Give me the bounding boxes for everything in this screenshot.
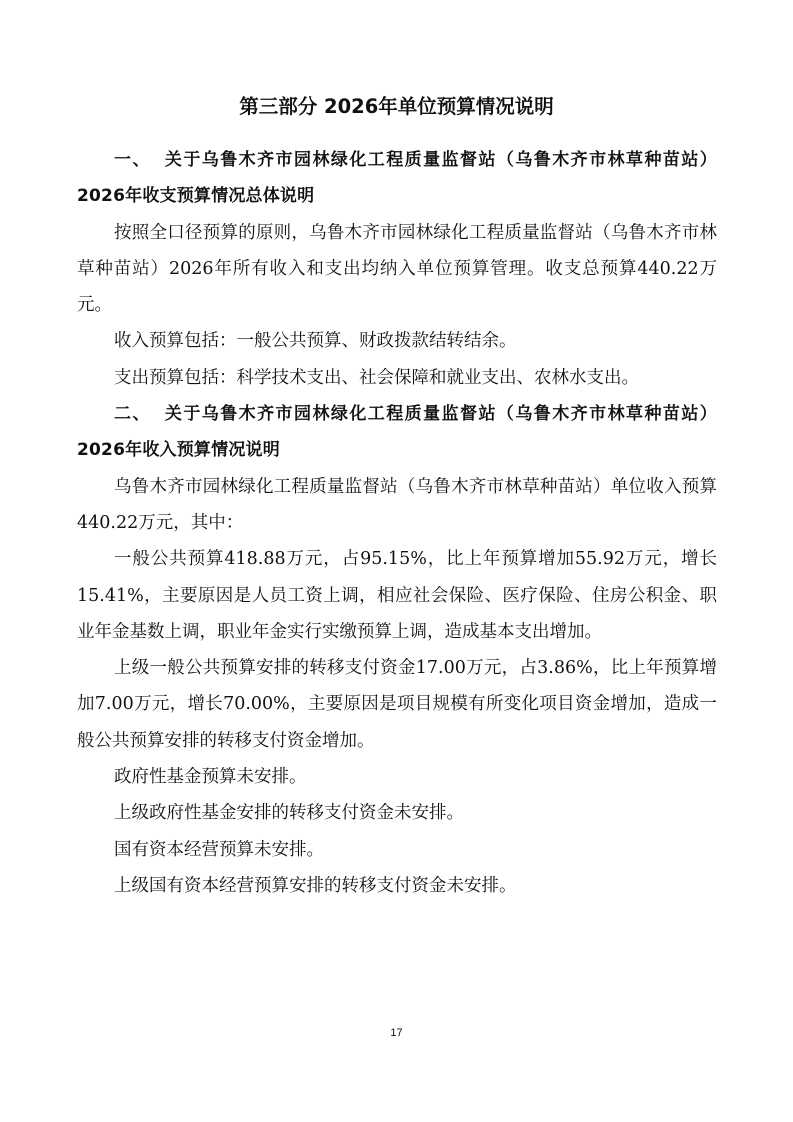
paragraph: 政府性基金预算未安排。: [114, 767, 307, 788]
section-number: 二、: [114, 404, 151, 425]
paragraph: 乌鲁木齐市园林绿化工程质量监督站（乌鲁木齐市林草种苗站）单位收入预算440.22万元，其中：: [77, 476, 717, 533]
document-body: [77, 142, 717, 904]
page-number: 17: [390, 1027, 403, 1039]
section-heading-text: 关于乌鲁木齐市园林绿化工程质量监督站（乌鲁木齐市林草种苗站）2026年收支预算情况总体说明: [77, 150, 717, 207]
section-heading-1: [77, 142, 717, 215]
section-number: 一、: [114, 150, 151, 170]
paragraph: 收入预算包括：一般公共预算、财政拨款结转结余。: [114, 331, 517, 352]
paragraph: 支出预算包括：科学技术支出、社会保障和就业支出、农林水支出。: [114, 367, 639, 388]
page-title: 第三部分 2026年单位预算情况说明: [239, 95, 554, 118]
paragraph: 按照全口径预算的原则，乌鲁木齐市园林绿化工程质量监督站（乌鲁木齐市林草种苗站）2026年所有收入和支出均纳入单位预算管理。收支总预算440.22万元。: [77, 222, 717, 316]
paragraph: 上级一般公共预算安排的转移支付资金17.00万元，占3.86%，比上年预算增加7.00万元，增长70.00%，主要原因是项目规模有所变化项目资金增加，造成一般公共预算安排的转移支付资金增加。: [77, 658, 717, 751]
paragraph: 国有资本经营预算未安排。: [114, 839, 324, 860]
section-heading-text: 关于乌鲁木齐市园林绿化工程质量监督站（乌鲁木齐市林草种苗站）2026年收入预算情况说明: [77, 404, 717, 461]
paragraph: 上级政府性基金安排的转移支付资金未安排。: [114, 803, 464, 824]
paragraph: 上级国有资本经营预算安排的转移支付资金未安排。: [114, 875, 517, 896]
paragraph: 一般公共预算418.88万元，占95.15%，比上年预算增加55.92万元，增长15.41%，主要原因是人员工资上调，相应社会保险、医疗保险、住房公积金、职业年金基数上调，职业年金实行实缴预算上调，造成基本支出增加。: [77, 549, 717, 642]
section-heading-2: [77, 396, 717, 469]
